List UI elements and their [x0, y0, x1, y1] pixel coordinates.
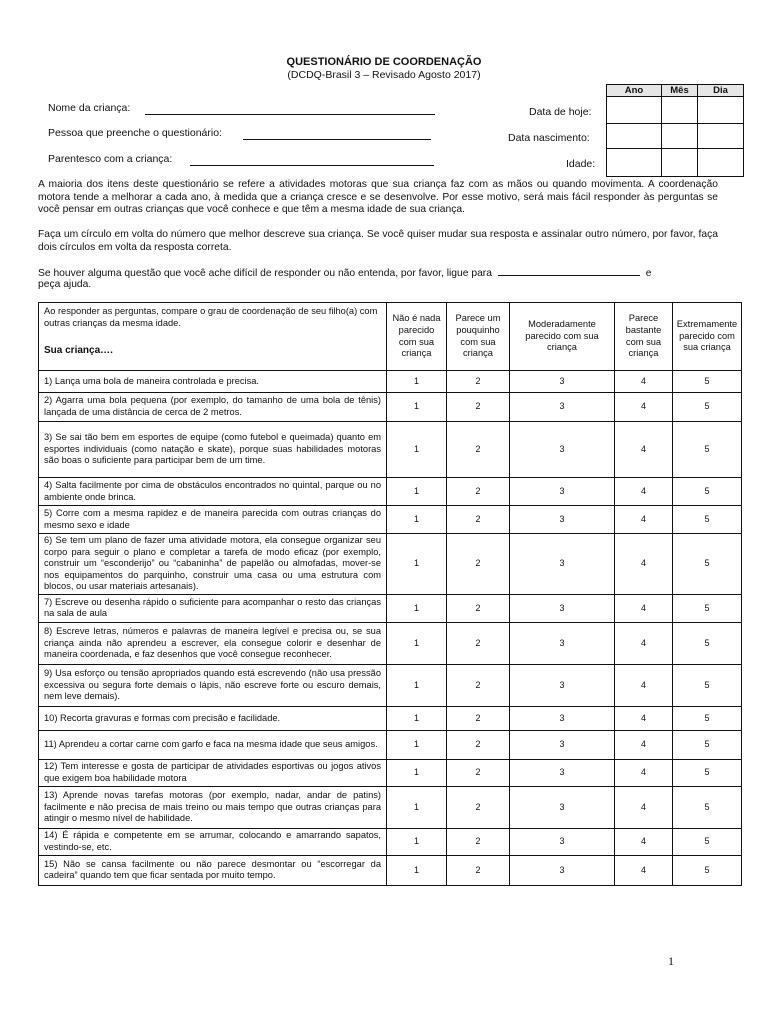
rating-option-4[interactable]: 4 — [615, 664, 673, 706]
rating-option-5[interactable]: 5 — [673, 786, 742, 828]
rating-option-2[interactable]: 2 — [447, 371, 510, 393]
rating-option-5[interactable]: 5 — [673, 828, 742, 855]
rating-option-3[interactable]: 3 — [510, 855, 615, 885]
page-subtitle: (DCDQ-Brasil 3 – Revisado Agosto 2017) — [287, 69, 481, 81]
rating-option-1[interactable]: 1 — [387, 706, 447, 730]
rating-option-1[interactable]: 1 — [387, 664, 447, 706]
header-scale-5: Extremamente parecido com sua criança — [673, 303, 742, 371]
rating-option-1[interactable]: 1 — [387, 506, 447, 534]
table-row — [39, 706, 742, 730]
rating-option-2[interactable]: 2 — [447, 622, 510, 664]
table-row — [39, 594, 742, 622]
rating-option-5[interactable]: 5 — [673, 622, 742, 664]
rating-option-2[interactable]: 2 — [447, 759, 510, 786]
date-cell[interactable] — [607, 149, 662, 177]
rating-option-5[interactable]: 5 — [673, 478, 742, 506]
question-item: 7) Escreve ou desenha rápido o suficiente para acompanhar o resto das crianças na sala de aula — [39, 594, 387, 622]
rating-option-3[interactable]: 3 — [510, 371, 615, 393]
question-item: 2) Agarra uma bola pequena (por exemplo, do tamanho de uma bola de tênis) lançada de uma distância de cerca de 2 metros. — [39, 393, 387, 422]
date-cell[interactable] — [698, 124, 744, 149]
rating-option-4[interactable]: 4 — [615, 594, 673, 622]
rating-option-3[interactable]: 3 — [510, 534, 615, 595]
rating-option-3[interactable]: 3 — [510, 506, 615, 534]
table-intro-header — [39, 303, 387, 371]
rating-option-1[interactable]: 1 — [387, 759, 447, 786]
date-cell[interactable] — [607, 97, 662, 124]
rating-option-3[interactable]: 3 — [510, 422, 615, 478]
age-label: Idade: — [566, 158, 596, 170]
rating-option-5[interactable]: 5 — [673, 422, 742, 478]
rating-option-1[interactable]: 1 — [387, 855, 447, 885]
rating-option-1[interactable]: 1 — [387, 393, 447, 422]
question-item: 5) Corre com a mesma rapidez e de maneira parecida com outras crianças do mesmo sexo e idade — [39, 506, 387, 534]
filler-label: Pessoa que preenche o questionário: — [48, 127, 222, 139]
birth-label: Data nascimento: — [508, 132, 590, 144]
rating-option-2[interactable]: 2 — [447, 828, 510, 855]
rating-option-4[interactable]: 4 — [615, 371, 673, 393]
instructions-paragraph-2: Faça um círculo em volta do número que melhor descreve sua criança. Se você quiser mudar sua resposta e assinalar outro número, por favor, faça dois círculos em volta da resposta correta. — [38, 229, 718, 253]
page-title: QUESTIONÁRIO DE COORDENAÇÃO — [286, 56, 482, 68]
rating-option-5[interactable]: 5 — [673, 706, 742, 730]
date-col-day: Dia — [698, 85, 744, 97]
instructions-p3-text: Se houver alguma questão que você ache difícil de responder ou não entenda, por favor, ligue para — [38, 268, 492, 279]
instructions-paragraph-3-end: peça ajuda. — [38, 279, 92, 290]
rating-option-2[interactable]: 2 — [447, 393, 510, 422]
table-intro: Ao responder as perguntas, compare o grau de coordenação de seu filho(a) com outras crianças da mesma idade. — [44, 306, 378, 328]
header-scale-3: Moderadamente parecido com sua criança — [510, 303, 615, 371]
rating-option-5[interactable]: 5 — [673, 506, 742, 534]
question-item: 1) Lança uma bola de maneira controlada e precisa. — [39, 371, 387, 393]
rating-option-2[interactable]: 2 — [447, 534, 510, 595]
rating-option-5[interactable]: 5 — [673, 664, 742, 706]
table-row — [39, 534, 742, 595]
question-item: 3) Se sai tão bem em esportes de equipe (como futebol e queimada) quanto em esportes individuais (como natação e skate), porque suas habilidades motoras são boas o suficiente para participar bem de um time. — [39, 422, 387, 478]
rating-option-2[interactable]: 2 — [447, 706, 510, 730]
header-scale-1: Não é nada parecido com sua criança — [387, 303, 447, 371]
question-item: 11) Aprendeu a cortar carne com garfo e faca na mesma idade que seus amigos. — [39, 730, 387, 759]
rating-option-3[interactable]: 3 — [510, 786, 615, 828]
instructions-paragraph-1: A maioria dos itens deste questionário se refere a atividades motoras que sua criança faz com as mãos ou quando movimenta. A coordenação motora tende a melhorar a cada ano, à medida que a criança cresce e se desenvolve. Por esse motivo, será mais fácil responder às perguntas se você pensar em outras crianças que você conhece e que têm a mesma idade de sua criança. — [38, 179, 718, 215]
date-cell[interactable] — [662, 97, 698, 124]
rating-option-5[interactable]: 5 — [673, 759, 742, 786]
rating-option-3[interactable]: 3 — [510, 828, 615, 855]
date-cell[interactable] — [698, 97, 744, 124]
rating-option-1[interactable]: 1 — [387, 534, 447, 595]
table-row — [39, 664, 742, 706]
page-number: 1 — [668, 954, 674, 968]
question-item: 6) Se tem um plano de fazer uma atividade motora, ela consegue organizar seu corpo para seguir o plano e completar a tarefa de modo eficaz (por exemplo, construir um “esconderijo” ou “cabaninha” de papelão ou almofadas, mover-se nos equipamentos do parquinho, construir uma casa ou uma estrutura com blocos, ou usar materiais artesanais). — [39, 534, 387, 595]
relationship-field[interactable] — [190, 165, 434, 166]
filler-field[interactable] — [243, 139, 431, 140]
date-col-year: Ano — [607, 85, 662, 97]
rating-option-3[interactable]: 3 — [510, 393, 615, 422]
date-cell[interactable] — [607, 124, 662, 149]
question-item: 4) Salta facilmente por cima de obstáculos encontrados no quintal, parque ou no ambiente onde brinca. — [39, 478, 387, 506]
rating-option-1[interactable]: 1 — [387, 422, 447, 478]
question-item: 12) Tem interesse e gosta de participar de atividades esportivas ou jogos ativos que exigem boa habilidade motora — [39, 759, 387, 786]
rating-option-1[interactable]: 1 — [387, 828, 447, 855]
rating-option-2[interactable]: 2 — [447, 422, 510, 478]
questionnaire-body — [39, 371, 742, 886]
question-item: 13) Aprende novas tarefas motoras (por exemplo, nadar, andar de patins) facilmente e não precisa de mais treino ou mais tempo que outras crianças para atingir o mesmo nível de habilidade. — [39, 786, 387, 828]
phone-field[interactable] — [498, 266, 640, 276]
rating-option-3[interactable]: 3 — [510, 759, 615, 786]
rating-option-4[interactable]: 4 — [615, 422, 673, 478]
child-name-field[interactable] — [145, 114, 435, 115]
date-cell[interactable] — [662, 124, 698, 149]
table-row — [39, 786, 742, 828]
rating-option-3[interactable]: 3 — [510, 706, 615, 730]
rating-option-2[interactable]: 2 — [447, 506, 510, 534]
table-subhead: Sua criança…. — [44, 345, 113, 357]
questionnaire-table — [38, 302, 742, 886]
table-row — [39, 371, 742, 393]
rating-option-2[interactable]: 2 — [447, 855, 510, 885]
rating-option-1[interactable]: 1 — [387, 478, 447, 506]
question-item: 14) É rápida e competente em se arrumar, colocando e amarrando sapatos, vestindo-se, etc. — [39, 828, 387, 855]
rating-option-1[interactable]: 1 — [387, 594, 447, 622]
question-item: 10) Recorta gravuras e formas com precisão e facilidade. — [39, 706, 387, 730]
rating-option-4[interactable]: 4 — [615, 730, 673, 759]
rating-option-3[interactable]: 3 — [510, 664, 615, 706]
rating-option-4[interactable]: 4 — [615, 855, 673, 885]
question-item: 8) Escreve letras, números e palavras de maneira legível e precisa ou, se sua criança ainda não aprendeu a escrever, ela consegue colorir e desenhar de maneira coordenada, e faz desenhos que você consegue reconhecer. — [39, 622, 387, 664]
table-row — [39, 422, 742, 478]
question-item: 15) Não se cansa facilmente ou não parece desmontar ou “escorregar da cadeira” quando tem que ficar sentada por muito tempo. — [39, 855, 387, 885]
rating-option-4[interactable]: 4 — [615, 506, 673, 534]
rating-option-5[interactable]: 5 — [673, 855, 742, 885]
date-cell[interactable] — [698, 149, 744, 177]
rating-option-4[interactable]: 4 — [615, 393, 673, 422]
table-row — [39, 622, 742, 664]
table-row — [39, 730, 742, 759]
rating-option-5[interactable]: 5 — [673, 594, 742, 622]
rating-option-3[interactable]: 3 — [510, 622, 615, 664]
rating-option-3[interactable]: 3 — [510, 730, 615, 759]
date-col-month: Mês — [662, 85, 698, 97]
rating-option-3[interactable]: 3 — [510, 478, 615, 506]
child-name-label: Nome da criança: — [48, 102, 131, 114]
rating-option-4[interactable]: 4 — [615, 828, 673, 855]
question-item: 9) Usa esforço ou tensão apropriados quando está escrevendo (não usa pressão excessiva ou segura forte demais o lápis, não escreve forte ou escuro demais, nem leve demais). — [39, 664, 387, 706]
rating-option-1[interactable]: 1 — [387, 786, 447, 828]
table-row — [39, 828, 742, 855]
rating-option-3[interactable]: 3 — [510, 594, 615, 622]
rating-option-2[interactable]: 2 — [447, 730, 510, 759]
header-scale-4: Parece bastante com sua criança — [615, 303, 673, 371]
rating-option-4[interactable]: 4 — [615, 706, 673, 730]
today-label: Data de hoje: — [529, 106, 592, 118]
rating-option-2[interactable]: 2 — [447, 664, 510, 706]
table-row — [39, 393, 742, 422]
rating-option-2[interactable]: 2 — [447, 786, 510, 828]
rating-option-5[interactable]: 5 — [673, 393, 742, 422]
relationship-label: Parentesco com a criança: — [48, 153, 173, 165]
header-scale-2: Parece um pouquinho com sua criança — [447, 303, 510, 371]
rating-option-1[interactable]: 1 — [387, 730, 447, 759]
table-row — [39, 478, 742, 506]
rating-option-1[interactable]: 1 — [387, 371, 447, 393]
instructions-p3-and: e — [645, 268, 652, 279]
rating-option-5[interactable]: 5 — [673, 730, 742, 759]
rating-option-5[interactable]: 5 — [673, 371, 742, 393]
rating-option-2[interactable]: 2 — [447, 594, 510, 622]
table-row — [39, 759, 742, 786]
rating-option-1[interactable]: 1 — [387, 622, 447, 664]
rating-option-4[interactable]: 4 — [615, 478, 673, 506]
date-table — [606, 84, 744, 177]
rating-option-4[interactable]: 4 — [615, 622, 673, 664]
rating-option-4[interactable]: 4 — [615, 534, 673, 595]
table-row — [39, 855, 742, 885]
rating-option-5[interactable]: 5 — [673, 534, 742, 595]
table-row — [39, 506, 742, 534]
rating-option-4[interactable]: 4 — [615, 759, 673, 786]
rating-option-4[interactable]: 4 — [615, 786, 673, 828]
rating-option-2[interactable]: 2 — [447, 478, 510, 506]
date-cell[interactable] — [662, 149, 698, 177]
